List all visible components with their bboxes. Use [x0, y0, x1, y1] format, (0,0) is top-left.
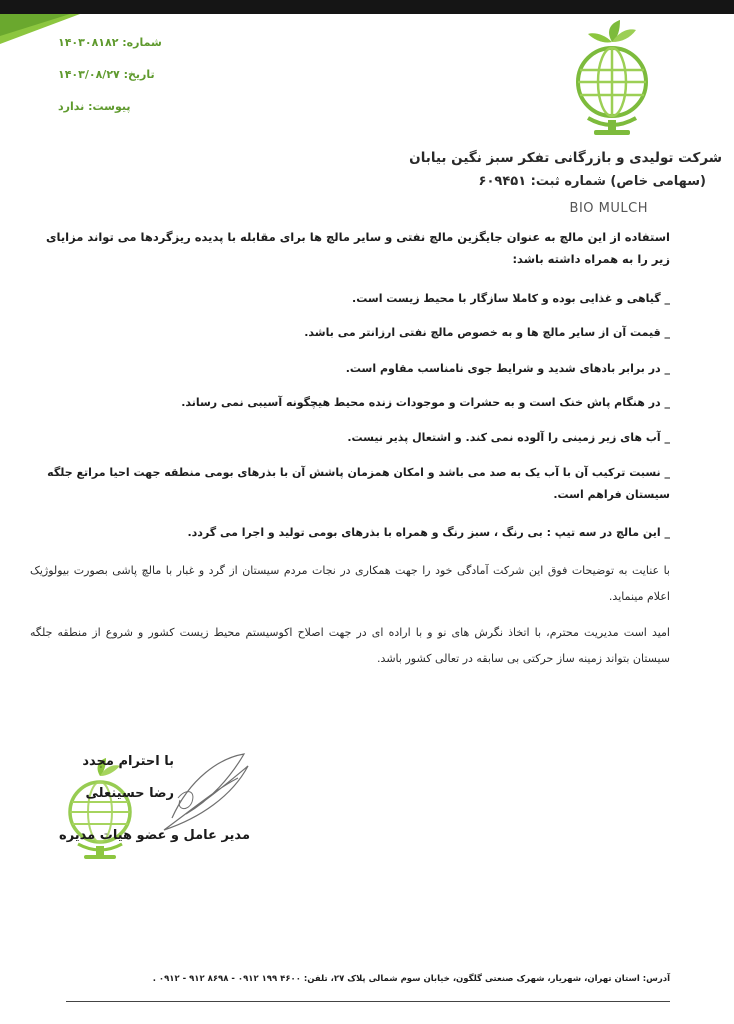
benefit-item: _ قیمت آن از سایر مالچ ها و به خصوص مالچ نفتی ارزانتر می باشد.	[304, 326, 670, 339]
closing-paragraph-1: با عنایت به توضیحات فوق این شرکت آمادگی خود را جهت همکاری در نجات مردم سیستان از گرد و غبار با مالچ پاشی بصورت بیولوژیک اعلام مینماید.	[30, 564, 670, 603]
intro-paragraph: استفاده از این مالچ به عنوان جایگزین مالچ نفتی و سایر مالچ ها برای مقابله با پدیده ریزگردها می تواند مزایای زیر را به همراه داشته باشد:	[45, 230, 670, 266]
benefit-item: _ در هنگام پاش خنک است و به حشرات و موجودات زنده محیط هیچگونه آسیبی نمی رساند.	[181, 396, 670, 409]
signature-title: مدیر عامل و عضو هیات مدیره	[59, 828, 250, 843]
footer-address: آدرس: استان تهران، شهریار، شهرک صنعتی گلگون، خیابان سوم شمالی پلاک ۲۷، تلفن: ۴۶۰۰ ۱۹۹ ۰۹۱۲ - ۸۶۹۸ ۹۱۲ - ۰۹۱۲ .	[152, 974, 670, 984]
letter-date: تاریخ: ۱۴۰۳/۰۸/۲۷	[58, 68, 155, 81]
signature-regards: با احترام مجدد	[82, 754, 174, 769]
benefit-item: _ گیاهی و غذایی بوده و کاملا سازگار با محیط زیست است.	[352, 292, 670, 305]
benefit-item: _ این مالچ در سه تیپ : بی رنگ ، سبز رنگ و همراه با بذرهای بومی تولید و اجرا می گردد.	[187, 526, 670, 539]
top-dark-bar	[0, 0, 734, 14]
company-registration: (سهامی خاص) شماره ثبت: ۶۰۹۴۵۱	[478, 174, 706, 189]
closing-paragraph-2: امید است مدیریت محترم، با اتخاذ نگرش های نو و با اراده ای در جهت اصلاح اکوسیستم محیط زیست کشور و شروع از منطقه جلگه سیستان بتواند زمینه ساز حرکتی بی سابقه در تعالی کشور باشد.	[30, 626, 670, 665]
signature-name: رضا حسینعلی	[85, 786, 174, 801]
letter-number: شماره: ۱۴۰۳۰۸۱۸۲	[58, 36, 162, 49]
benefit-item: _ آب های زیر زمینی را آلوده نمی کند. و اشتعال پذیر نیست.	[347, 431, 670, 444]
benefit-item: _ در برابر بادهای شدید و شرایط جوی نامناسب مقاوم است.	[345, 362, 670, 375]
company-name: شرکت تولیدی و بازرگانی تفکر سبز نگین بیابان	[409, 150, 722, 166]
footer-divider	[66, 1001, 670, 1002]
brand-name: BIO MULCH	[569, 201, 648, 216]
benefit-item: _ نسبت ترکیب آن با آب یک به صد می باشد و امکان همزمان پاشش آن با بذرهای بومی منطقه جهت احیا مراتع جلگه سیستان فراهم است.	[47, 466, 670, 501]
green-globe-icon	[574, 20, 650, 138]
letter-attachment: پیوست: ندارد	[58, 100, 131, 113]
